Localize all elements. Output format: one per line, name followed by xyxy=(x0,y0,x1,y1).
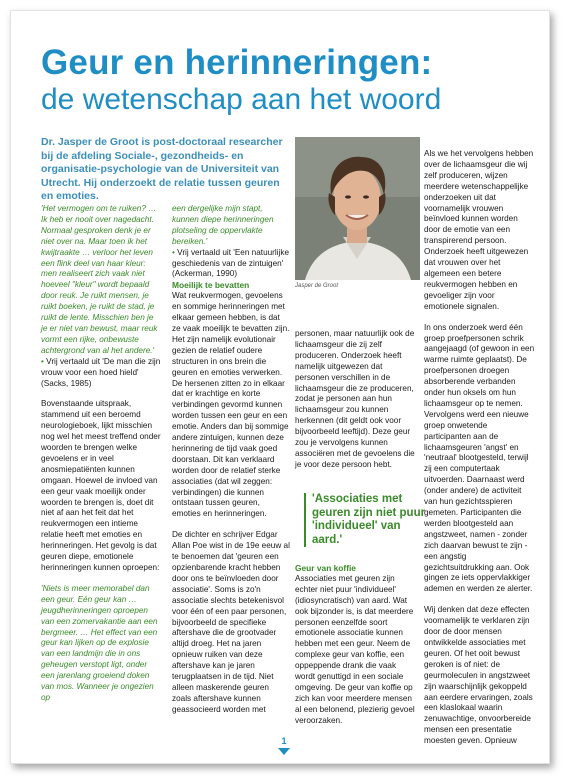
page-number: 1 xyxy=(281,736,287,746)
body-paragraph: Bovenstaande uitspraak, stammend uit een beroemd neurologieboek, lijkt misschien nog wel het meest treffend onder woorden te brengen welke gevoelens er in veel anosmiepatiënten kunnen omgaan. Hoewel de invloed van een geur vaak moeilijk onder woorden te brengen is, doet dit niet af aan het feit dat het reukvermogen een intieme relatie heeft met emoties en herinneringen. Het gevolg is dat geuren diepe, emotionele herinneringen kunnen oproepen: xyxy=(41,399,161,572)
body-paragraph: De dichter en schrijver Edgar Allan Poe wist in de 19e eeuw al te benoemen dat 'geuren een opzienbarende kracht hebben door ons te beïnvloeden door associatie'. Soms is zo'n associatie slechts betekenisvol voor één of een paar personen, bijvoorbeeld de specifieke aftershave die de grootvader altijd droeg. Het na jaren opnieuw ruiken van deze aftershave kan je jaren terugplaatsen in de tijd. Niet alleen maskerende geuren zoals aftershave kunnen geassocieerd worden met xyxy=(172,530,290,714)
bullet-icon: • xyxy=(172,247,178,257)
column-3 xyxy=(295,329,415,471)
quote-attribution-text: Vrij vertaald uit 'De man die zijn vrouw voor een hoed hield' (Sacks, 1985) xyxy=(41,356,161,388)
portrait-illustration xyxy=(295,137,420,280)
article-subtitle: de wetenschap aan het woord xyxy=(41,83,442,116)
column-4 xyxy=(424,149,536,747)
body-paragraph: Associaties met geuren zijn echter niet puur 'individueel' (idiosyncratisch) van aard. Wat ook bijzonder is, is dat meerdere personen eenzelfde soort emotionele associatie kunnen hebben met een geur. Neem de complexe geur van koffie, een oppeppende drank die vaak wordt genuttigd in een sociale omgeving. De geur van koffie op zich kan voor meerdere mensen al een belonend, plezierig gevoel veroorzaken. xyxy=(295,573,415,725)
opening-quote: 'Het vermogen om te ruiken? … Ik heb er nooit over nagedacht. Normaal gesproken denk je er niet over na. Maar toen ik het kwijtraakte … verloor het leven een flink deel van haar kleur: men realiseert zich vaak niet hoeveel "kleur" wordt bepaald door reuk. Je ruikt mensen, je ruikt boeken, je ruikt de stad, je ruikt de lente. Misschien ben je je er niet van bewust, maar reuk vormt een rijke, onbewuste achtergrond van al het andere.' xyxy=(41,204,158,355)
body-paragraph: personen, maar natuurlijk ook de lichaamsgeur die zij zelf produceren. Onderzoek heeft namelijk uitgewezen dat personen verschillen in de lichaamsgeur die ze produceren, zodat je personen aan hun lichaamsgeur zou kunnen herkennen (dit geldt ook voor bijvoorbeeld leeftijd). Deze geur zou je vervolgens kunnen associëren met de gevoelens die je voor deze persoon hebt. xyxy=(295,329,415,469)
quote-continuation: een dergelijke mijn stapt, kunnen diepe herinneringen plotseling de oppervlakte bereiken.' xyxy=(172,204,274,246)
body-paragraph: Wij denken dat deze effecten voornamelijk te verklaren zijn door de door mensen ontwikkelde associaties met geuren. Of het ooit bewust geroken is of niet: de geurmoleculen in angstzweet zijn waarschijnlijk gekoppeld aan eerdere ervaringen, zoals een klaslokaal waarin zenuwachtige, onvoorbereide mensen een presentatie moesten geven. Opnieuw xyxy=(424,605,533,746)
author-photo xyxy=(295,137,420,280)
quote-attribution xyxy=(172,248,290,281)
quote-attribution xyxy=(41,357,161,390)
column-1 xyxy=(41,204,161,704)
column-2 xyxy=(172,204,290,716)
section-heading: Geur van koffie xyxy=(295,563,356,573)
magazine-page xyxy=(10,10,550,764)
photo-credit: Jasper de Groot xyxy=(295,283,339,289)
section-heading: Moeilijk te bevatten xyxy=(172,280,250,291)
article-title: Geur en herinneringen: xyxy=(41,43,433,82)
page-marker-triangle-icon xyxy=(278,748,290,755)
body-paragraph: In ons onderzoek werd één groep proefpersonen schrik aangejaagd (of gewoon in een warme ruimte geplaatst). De proefpersonen droegen absorberende verbanden onder hun oksels om hun lichaamsgeur op te nemen. Vervolgens werd een nieuwe groep onwetende participanten aan de lichaamsgeuren 'angst' en 'neutraal' blootgesteld, terwijl zij een computertaak uitvoerden. Daarnaast werd (onder andere) de activiteit van hun gezichtsspieren gemeten. Participanten die werden blootgesteld aan angstzweet, namen - zonder zich daarvan bewust te zijn - een angstig gezichtsuitdrukking aan. Ook gingen ze iets oppervlakkiger ademen en werden ze alerter. xyxy=(424,322,535,594)
body-paragraph: Wat reukvermogen, gevoelens en sommige herinneringen met elkaar gemeen hebben, is dat ze vaak moeilijk te bevatten zijn. Het zijn namelijk evolutionair gezien de relatief oudere structuren in ons brein die geuren en emoties verwerken. De hersenen zitten zo in elkaar dat er krachtige en korte verbindingen gevormd kunnen worden tussen een geur en een emotie. Anders dan bij sommige andere zintuigen, kunnen deze herinnering de tijd vaak goed doorstaan. Dit kan verklaard worden door de relatief sterke associaties (dat wil zeggen: verbindingen) die kunnen ontstaan tussen geuren, emoties en herinneringen. xyxy=(172,291,290,519)
second-quote: 'Niets is meer memorabel dan een geur. Eén geur kan … jeugdherinneringen oproepen van een zomervakantie aan een bergmeer. … Het effect van een geur kan lijken op de explosie van een landmijn die in ons geheugen verstopt ligt, onder een jarenlang groeiend doken van mos. Wanneer je ongezien op xyxy=(41,583,158,702)
article-lead: Dr. Jasper de Groot is post-doctoraal researcher bij de afdeling Sociale-, gezondheids- en organisatie-psychologie van de Universiteit van Utrecht. Hij onderzoekt de relatie tussen geuren en emoties. xyxy=(41,136,283,203)
pull-quote: 'Associaties met geuren zijn niet puur 'individueel' van aard.' xyxy=(304,493,430,547)
quote-attribution-text: Vrij vertaald uit 'Een natuurlijke geschiedenis van de zintuigen' (Ackerman, 1990) xyxy=(172,247,290,279)
body-paragraph: Als we het vervolgens hebben over de lichaamsgeur die wij zelf produceren, wijzen meerdere wetenschappelijke onderzoeken uit dat voornamelijk vrouwen beïnvloed kunnen worden door de emotie van een transpirerend persoon. Onderzoek heeft uitgewezen dat vrouwen over het algemeen een betere reukvermogen hebben en gevoeliger zijn voor emotionele signalen. xyxy=(424,149,534,311)
bullet-icon: • xyxy=(41,356,47,366)
column-3-continued xyxy=(295,563,415,727)
